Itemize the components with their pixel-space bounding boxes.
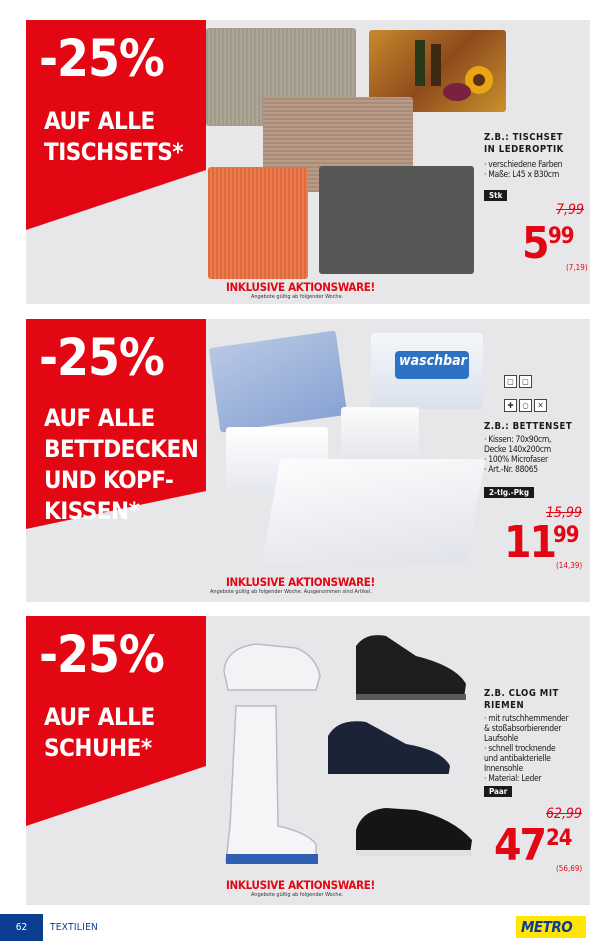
base-price: (7,19) [566, 263, 588, 272]
base-price: (14,39) [556, 561, 583, 570]
old-price: 7,99 [556, 202, 585, 218]
headline-line: AUF ALLE [44, 107, 155, 135]
blue-blanket-image [209, 331, 348, 433]
product-detail: · Kissen: 70x90cm, [484, 435, 552, 445]
offer-panel-tischsets [26, 20, 590, 304]
placemat-grey-image [319, 166, 474, 274]
shoes-image [216, 626, 486, 876]
offer-headline [44, 403, 198, 527]
product-info [484, 688, 588, 784]
old-price: 15,99 [546, 505, 583, 521]
price-decimal: 99 [553, 523, 579, 548]
discount-label: -25% [39, 329, 164, 388]
small-pillow-image [341, 407, 419, 465]
unit-badge: 2-tlg.-Pkg [484, 487, 534, 498]
price-main: 5 [522, 218, 548, 269]
wash-care-icon: ▢ [504, 375, 517, 388]
price-main: 11 [504, 517, 556, 568]
care-symbol-icon: ○ [519, 399, 532, 412]
duvet-image [262, 459, 486, 564]
fineprint: Angebote gültig ab folgender Woche. [251, 294, 344, 300]
product-detail: · Material: Leder [484, 774, 542, 784]
product-detail: Decke 140x200cm [484, 445, 551, 455]
product-detail: Laufsohle [484, 734, 519, 744]
product-detail: & stoßabsorbierender [484, 724, 562, 734]
product-info [484, 132, 588, 180]
fineprint: Angebote gültig ab folgender Woche. [251, 892, 344, 898]
discount-banner [26, 616, 206, 826]
product-detail: · Art.-Nr. 88065 [484, 465, 538, 475]
metro-logo [516, 916, 586, 938]
headline-line: KISSEN* [44, 497, 140, 525]
product-detail: und antibakterielle [484, 754, 551, 764]
unit-badge: Stk [484, 190, 507, 201]
product-detail: · 100% Microfaser [484, 455, 548, 465]
discount-label: -25% [39, 30, 164, 89]
waschbar-package-image [371, 333, 483, 409]
section-title: TEXTILIEN [50, 922, 99, 933]
unit-badge: Paar [484, 786, 512, 797]
product-detail: · schnell trocknende [484, 744, 556, 754]
offer-panel-schuhe [26, 616, 590, 905]
product-name: IN LEDEROPTIK [484, 144, 564, 155]
headline-line: AUF ALLE [44, 404, 155, 432]
discount-banner [26, 319, 206, 529]
price-decimal: 24 [546, 826, 572, 851]
placemat-orange-image [208, 167, 308, 279]
fineprint: Angebote gültig ab folgender Woche. Ausgenommen sind Artikel. [210, 589, 372, 595]
product-detail: · verschiedene Farben [484, 160, 563, 170]
price-decimal: 99 [548, 224, 574, 249]
headline-line: BETTDECKEN [44, 435, 199, 463]
inclusive-promo-text: INKLUSIVE AKTIONSWARE! [226, 878, 375, 892]
product-detail: · mit rutschhemmender [484, 714, 569, 724]
offer-headline [44, 106, 183, 168]
product-name: Z.B.: TISCHSET [484, 132, 564, 143]
inclusive-promo-text: INKLUSIVE AKTIONSWARE! [226, 280, 375, 294]
logo-text: METRO [521, 918, 573, 936]
price-main: 47 [494, 820, 546, 871]
offer-panel-bettdecken [26, 319, 590, 602]
care-symbol-icon: ✕ [534, 399, 547, 412]
discount-banner [26, 20, 206, 230]
offer-headline [44, 702, 155, 764]
product-detail: · Maße: L45 x B30cm [484, 170, 559, 180]
headline-line: AUF ALLE [44, 703, 155, 731]
product-detail: Innensohle [484, 764, 523, 774]
headline-line: TISCHSETS* [44, 138, 184, 166]
product-name: Z.B.: BETTENSET [484, 421, 573, 432]
inclusive-promo-text: INKLUSIVE AKTIONSWARE! [226, 575, 375, 589]
headline-line: SCHUHE* [44, 734, 152, 762]
discount-label: -25% [39, 626, 164, 685]
package-label: waschbar [399, 353, 467, 369]
wash-care-icon: ▢ [519, 375, 532, 388]
care-symbol-icon: ✚ [504, 399, 517, 412]
product-name: Z.B. CLOG MIT RIEMEN [484, 688, 559, 711]
base-price: (56,69) [556, 864, 583, 873]
old-price: 62,99 [546, 806, 583, 822]
page-number: 62 [0, 914, 43, 941]
headline-line: UND KOPF- [44, 466, 174, 494]
product-info [484, 421, 588, 475]
